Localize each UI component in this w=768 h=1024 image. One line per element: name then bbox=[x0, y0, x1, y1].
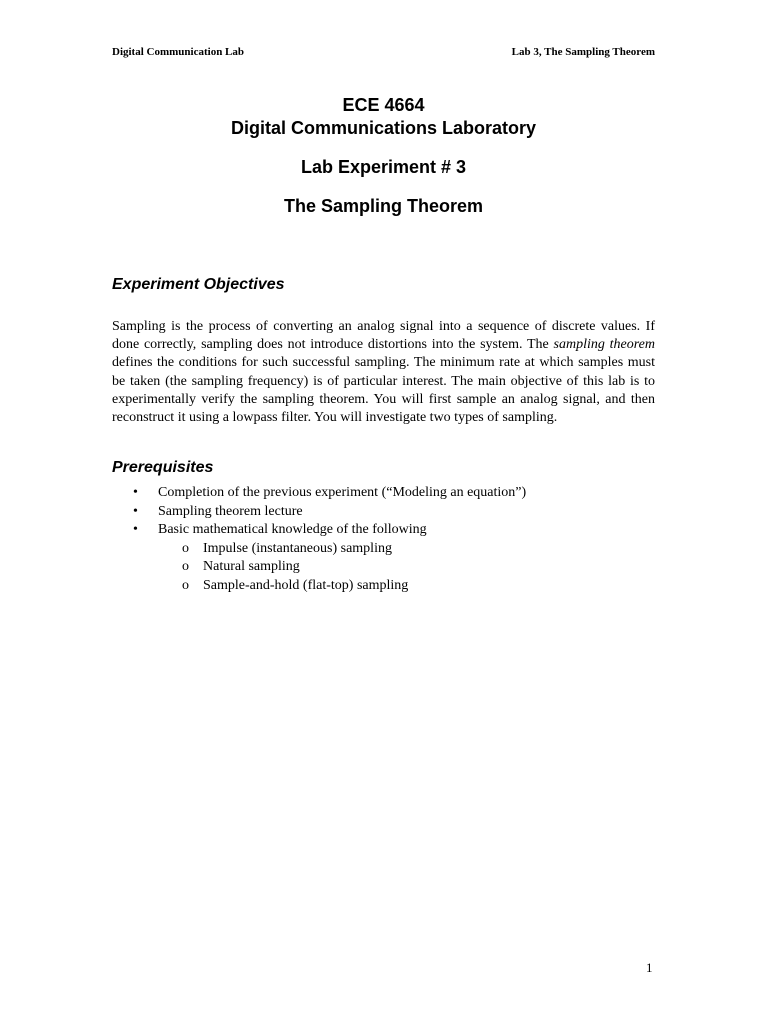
header-right: Lab 3, The Sampling Theorem bbox=[511, 46, 655, 58]
list-item: • Sampling theorem lecture bbox=[112, 503, 655, 522]
sub-list-item: o Impulse (instantaneous) sampling bbox=[158, 540, 655, 559]
sub-list-item: o Natural sampling bbox=[158, 558, 655, 577]
prerequisites-heading: Prerequisites bbox=[112, 459, 214, 476]
sub-list-item: o Sample-and-hold (flat-top) sampling bbox=[158, 577, 655, 596]
lab-name: Digital Communications Laboratory bbox=[230, 118, 537, 138]
list-item bbox=[112, 521, 655, 595]
objectives-heading: Experiment Objectives bbox=[112, 276, 285, 293]
prerequisites-sublist bbox=[158, 540, 655, 596]
course-number: ECE 4664 bbox=[342, 95, 425, 115]
list-item-label: Basic mathematical knowledge of the following bbox=[158, 522, 427, 538]
header-left: Digital Communication Lab bbox=[112, 46, 245, 58]
running-header bbox=[112, 46, 655, 58]
list-item: • Completion of the previous experiment (“Modeling an equation”) bbox=[112, 484, 655, 503]
prerequisites-list bbox=[112, 484, 655, 596]
title-block bbox=[112, 94, 655, 218]
objectives-text-2: defines the conditions for such successful sampling. The minimum rate at which samples must be taken (the sampling frequency) is of particular interest. The main objective of this lab is to experimentally verify the sampling theorem. You will first sample an analog signal, and then reconstruct it using a lowpass filter. You will investigate two types of sampling. bbox=[112, 355, 655, 426]
experiment-number: Lab Experiment # 3 bbox=[300, 157, 467, 177]
objectives-text-1: Sampling is the process of converting an analog signal into a sequence of discrete values. If done correctly, sampling does not introduce distortions into the system. The bbox=[112, 319, 655, 353]
objectives-paragraph bbox=[112, 318, 655, 427]
page-number: 1 bbox=[646, 960, 653, 975]
experiment-topic: The Sampling Theorem bbox=[283, 196, 484, 216]
objectives-emphasis: sampling theorem bbox=[553, 337, 655, 353]
